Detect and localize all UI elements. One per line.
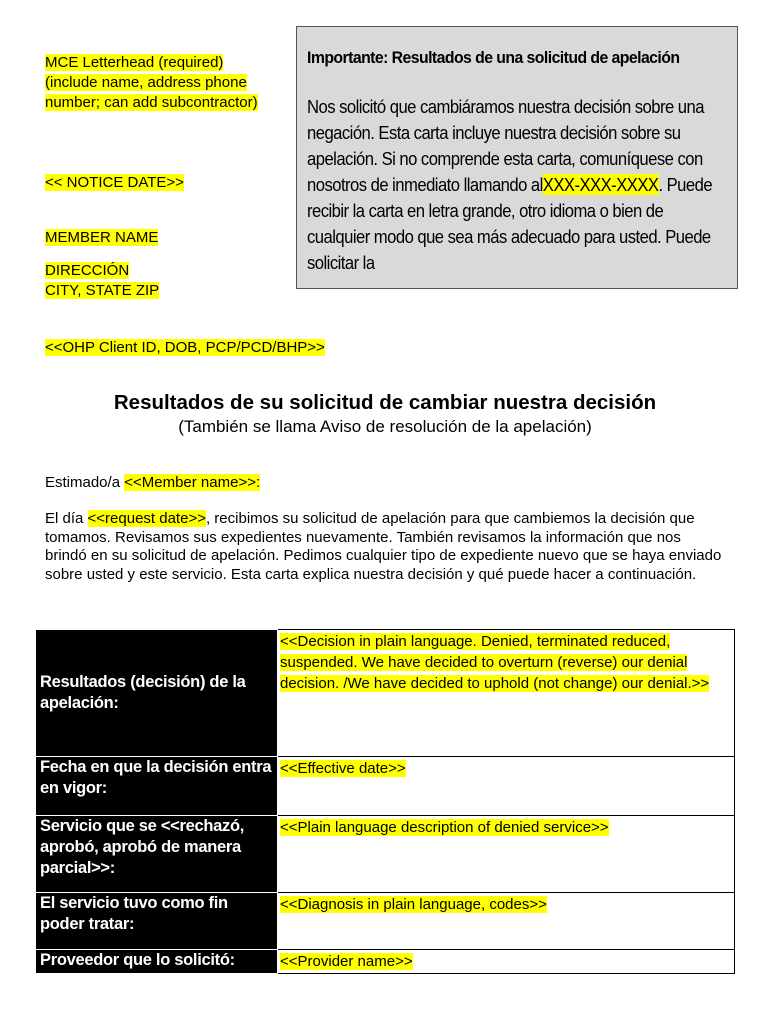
letterhead-placeholder: [45, 53, 275, 113]
greeting-member-name: <<Member name>>:: [124, 474, 261, 491]
greeting-prefix: Estimado/a: [45, 474, 125, 491]
intro-paragraph: [45, 510, 725, 584]
row-label-text: Fecha en que la decisión entra en vigor:: [40, 758, 272, 797]
row-value: [278, 757, 735, 816]
row-value-text: <<Decision in plain language. Denied, terminated reduced, suspended. We have decided to overturn (reverse) our denial decision. /We have decided to uphold (not change) our denial.>>: [280, 633, 710, 692]
decision-table: [35, 629, 735, 974]
row-value-text: <<Provider name>>: [280, 953, 413, 970]
notice-phone: XXX-XXX-XXXX: [542, 174, 659, 195]
row-label: [36, 950, 278, 974]
row-value-text: <<Plain language description of denied service>>: [280, 819, 609, 836]
notice-date: [45, 173, 184, 193]
row-value-text: <<Effective date>>: [280, 760, 406, 777]
page-subtitle: (También se llama Aviso de resolución de la apelación): [178, 417, 592, 436]
row-label-text: El servicio tuvo como fin poder tratar:: [40, 894, 228, 933]
row-value-text: <<Diagnosis in plain language, codes>>: [280, 896, 547, 913]
notice-date-text: << NOTICE DATE>>: [45, 174, 184, 191]
row-label: [36, 816, 278, 893]
member-name: [45, 228, 158, 248]
intro-prefix: El día: [45, 510, 88, 527]
row-label-text: Resultados (decisión) de la apelación:: [40, 673, 246, 712]
table-row: [36, 893, 735, 950]
letterhead-text: MCE Letterhead (required) (include name, address phone number; can add subcontractor): [45, 54, 258, 111]
row-label-text: Servicio que se <<rechazó, aprobó, aprobó de manera parcial>>:: [40, 817, 245, 877]
row-value: [278, 816, 735, 893]
city-line: CITY, STATE ZIP: [45, 282, 160, 299]
client-id-line: [45, 338, 325, 358]
intro-text: , recibimos su solicitud de apelación para que cambiemos la decisión que tomamos. Revisamos sus expedientes nuevamente. También revisamos la información que nos brindó en su solicitud de apelación. Pedimos cualquier tipo de expediente nuevo que se haya enviado sobre usted y este servicio. Esta carta explica nuestra decisión y qué puede hacer a continuación.: [45, 510, 722, 583]
notice-box-title: Importante: Resultados de una solicitud de apelación: [307, 48, 680, 67]
intro-request-date: <<request date>>: [87, 510, 206, 527]
row-label: [36, 630, 278, 757]
greeting: [45, 473, 260, 493]
member-address: [45, 261, 159, 301]
notice-body-before: Nos solicitó que cambiáramos nuestra decisión sobre una negación. Esta carta incluye nuestra decisión sobre su apelación. Si no comprende esta carta, comuníquese con nosotros de inmediato llamando al: [307, 96, 704, 195]
row-label: [36, 757, 278, 816]
notice-box-body: [307, 94, 730, 276]
page-title: Resultados de su solicitud de cambiar nuestra decisión: [113, 391, 657, 414]
row-label-text: Proveedor que lo solicitó:: [40, 951, 235, 969]
table-row: [36, 757, 735, 816]
important-notice-box: [296, 26, 738, 289]
notice-body-after: . Puede recibir la carta en letra grande, otro idioma o bien de cualquier modo que sea más adecuado para usted. Puede solicitar la: [307, 174, 713, 273]
table-row: [36, 816, 735, 893]
row-value: [278, 630, 735, 757]
member-name-text: MEMBER NAME: [45, 229, 159, 246]
table-row: [36, 630, 735, 757]
row-label: [36, 893, 278, 950]
address-line: DIRECCIÓN: [45, 262, 130, 279]
table-row: [36, 950, 735, 974]
row-value: [278, 950, 735, 974]
row-value: [278, 893, 735, 950]
client-id-text: <<OHP Client ID, DOB, PCP/PCD/BHP>>: [45, 339, 325, 356]
